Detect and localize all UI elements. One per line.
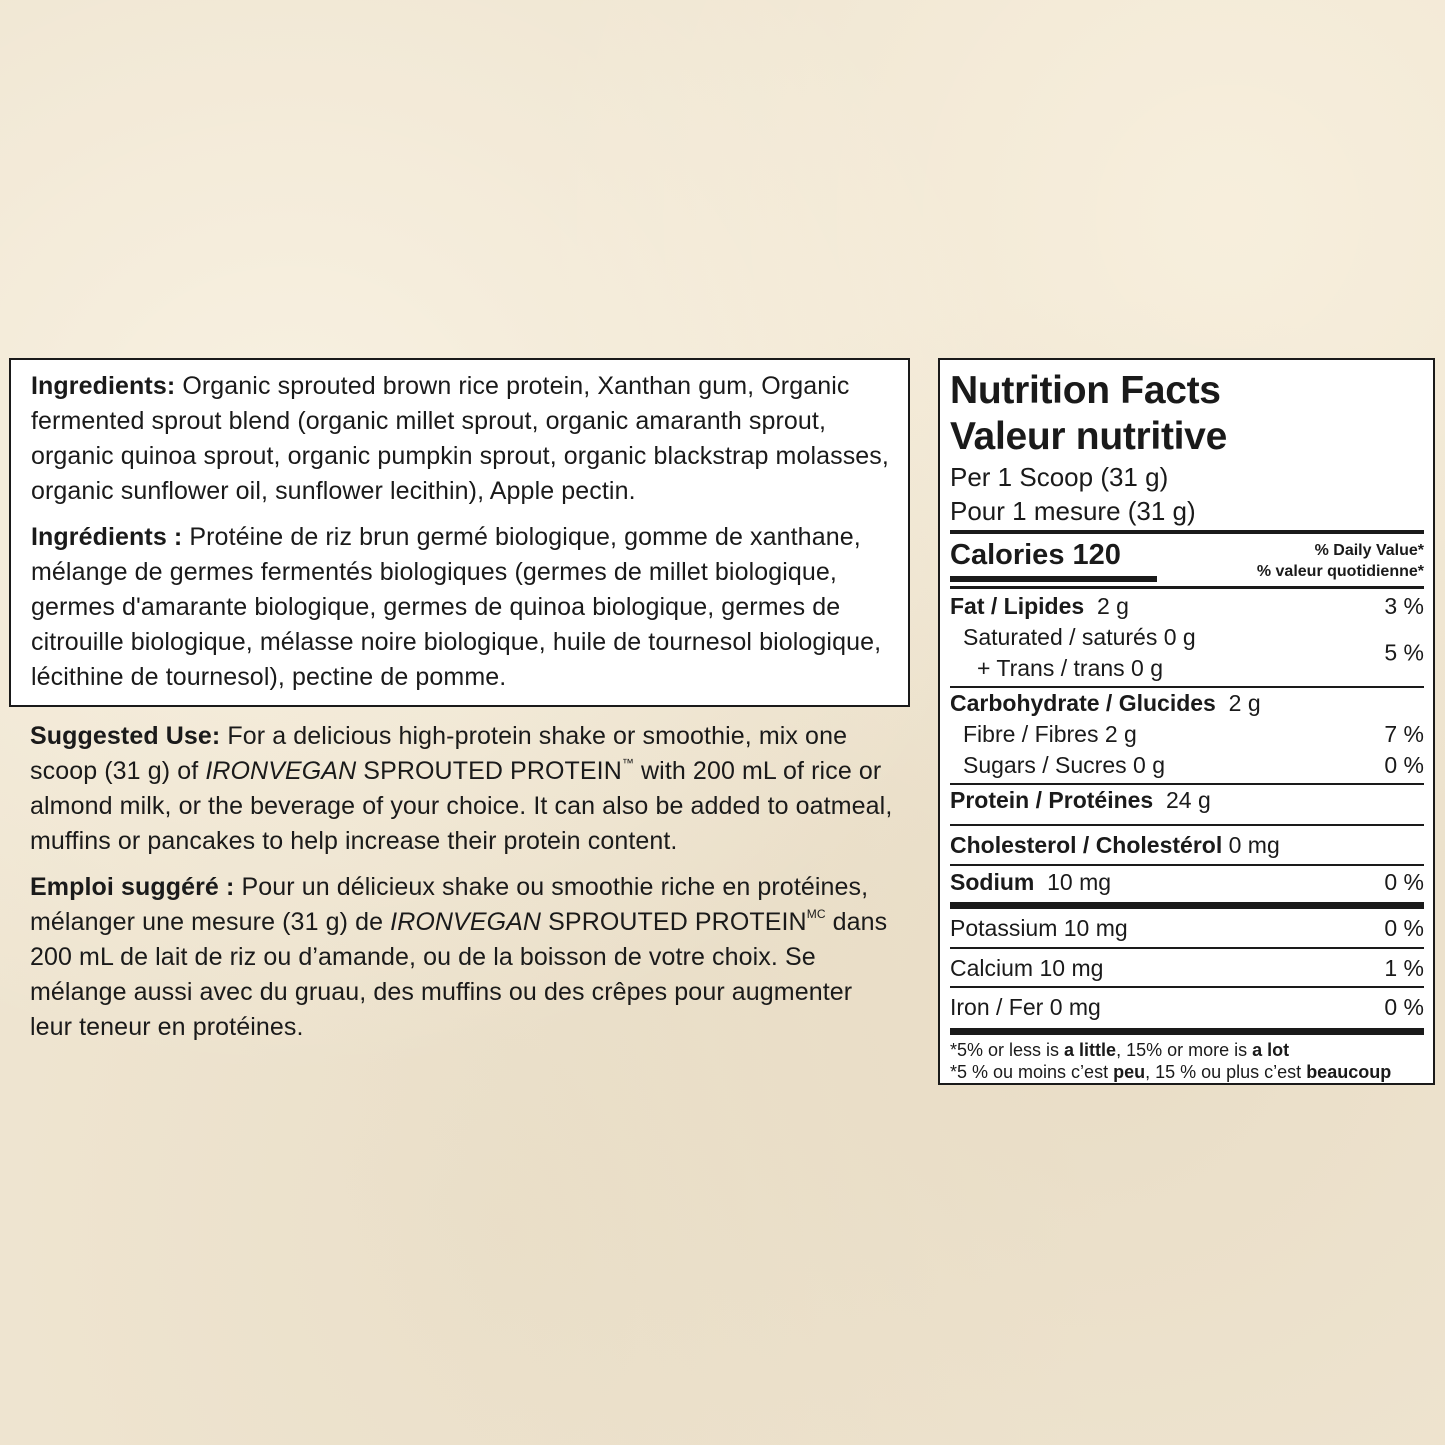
calcium-amount: 10 mg — [1039, 955, 1104, 981]
footnote — [950, 1039, 1424, 1083]
nutrition-title-en: Nutrition Facts — [950, 369, 1221, 412]
cholesterol-amount: 0 mg — [1228, 832, 1280, 858]
footnote-en-part: *5% or less is — [950, 1040, 1065, 1060]
suggested-use-french — [30, 870, 900, 1045]
daily-value-header — [1257, 540, 1424, 582]
cholesterol-label: Cholesterol / Cholestérol — [950, 832, 1223, 858]
fat-row — [950, 591, 1424, 622]
trans-label: + Trans / trans — [977, 655, 1125, 681]
sodium-amount: 10 mg — [1047, 869, 1112, 895]
potassium-dv: 0 % — [1384, 915, 1424, 941]
calcium-label: Calcium — [950, 955, 1034, 981]
daily-value-header-en: % Daily Value* — [1314, 542, 1424, 559]
daily-value-header-fr: % valeur quotidienne* — [1256, 563, 1424, 580]
iron-amount: 0 mg — [1049, 994, 1101, 1020]
suggested-use-section — [30, 719, 900, 1045]
potassium-amount: 10 mg — [1063, 915, 1128, 941]
ingredients-panel — [9, 358, 910, 707]
suggested-use-text-en-2: with 200 mL of rice or almond milk, or the beverage of your choice. It can also be added to oatmeal, muffins or pancakes to help increase their protein content. — [30, 757, 893, 855]
trans-amount: 0 g — [1131, 655, 1164, 681]
potassium-row — [950, 909, 1424, 947]
brand-name-fr: IRONVEGAN — [390, 908, 542, 936]
trademark-mark-fr: MC — [806, 907, 826, 921]
footnote-fr-emphasis: peu — [1113, 1062, 1146, 1082]
fibre-amount: 2 g — [1104, 721, 1137, 747]
ingredients-english — [31, 369, 898, 509]
iron-label: Iron / Fer — [950, 994, 1044, 1020]
sugars-label: Sugars / Sucres — [963, 752, 1127, 778]
calories-row — [950, 534, 1424, 582]
sugars-amount: 0 g — [1133, 752, 1166, 778]
nutrition-facts-table — [938, 358, 1435, 1085]
suggested-use-english — [30, 719, 900, 859]
saturated-row — [950, 622, 1424, 653]
suggested-use-label-en: Suggested Use: — [30, 722, 221, 750]
protein-label: Protein / Protéines — [950, 787, 1154, 813]
sodium-label: Sodium — [950, 869, 1035, 895]
ingredients-text-en: Organic sprouted brown rice protein, Xanthan gum, Organic fermented sprout blend (organic millet sprout, organic amaranth sprout, organic quinoa sprout, organic pumpkin sprout, organic blackstrap molasses, organic sunflower oil, sunflower lecithin), Apple pectin. — [31, 372, 889, 505]
footnote-fr — [950, 1061, 1424, 1083]
calories-value: 120 — [1072, 539, 1121, 571]
protein-amount: 24 g — [1166, 787, 1211, 813]
calcium-dv: 1 % — [1384, 955, 1424, 981]
ingredients-label-fr: Ingrédients : — [31, 523, 183, 551]
suggested-use-text-fr-2: dans 200 mL de lait de riz ou d’amande, ou de la boisson de votre choix. Se mélange aussi avec du gruau, des muffins ou des crêpes pour augmenter leur teneur en protéines. — [30, 908, 888, 1041]
saturated-label: Saturated / saturés — [963, 624, 1158, 650]
potassium-label: Potassium — [950, 915, 1058, 941]
product-name-fr: SPROUTED PROTEIN — [548, 908, 807, 936]
sodium-row — [950, 866, 1424, 898]
footnote-en-emphasis: a lot — [1252, 1040, 1290, 1060]
suggested-use-text-en-1: For a delicious high-protein shake or smoothie, mix one scoop (31 g) of — [30, 722, 848, 785]
ingredients-french — [31, 520, 898, 695]
footnote-en-emphasis: a little — [1064, 1040, 1117, 1060]
serving-size-en: Per 1 Scoop (31 g) — [950, 462, 1169, 492]
divider-heavy — [950, 1028, 1424, 1035]
footnote-en — [950, 1039, 1424, 1061]
carbohydrate-amount: 2 g — [1228, 690, 1261, 716]
calories-underline — [950, 576, 1157, 582]
saturated-amount: 0 g — [1163, 624, 1196, 650]
fibre-dv: 7 % — [1384, 721, 1424, 747]
saturated-trans-group — [950, 622, 1424, 684]
product-name-en: SPROUTED PROTEIN — [363, 757, 622, 785]
serving-size-fr: Pour 1 mesure (31 g) — [950, 496, 1196, 526]
footnote-en-part: , 15% or more is — [1116, 1040, 1253, 1060]
iron-row — [950, 988, 1424, 1028]
ingredients-text-fr: Protéine de riz brun germé biologique, gomme de xanthane, mélange de germes fermentés biologiques (germes de millet biologique, germes d'amarante biologique, germes de quinoa biologique, germes de citrouille biologique, mélasse noire biologique, huile de tournesol biologique, lécithine de tournesol), pectine de pomme. — [31, 523, 882, 691]
carbohydrate-label: Carbohydrate / Glucides — [950, 690, 1216, 716]
brand-name-en: IRONVEGAN — [205, 757, 357, 785]
calcium-row — [950, 949, 1424, 986]
footnote-fr-emphasis: beaucoup — [1306, 1062, 1392, 1082]
footnote-fr-part: *5 % ou moins c’est — [950, 1062, 1114, 1082]
sugars-dv: 0 % — [1384, 752, 1424, 778]
saturated-trans-dv: 5 % — [1384, 639, 1424, 666]
trans-row — [950, 653, 1424, 684]
nutrition-title-fr: Valeur nutritive — [950, 415, 1227, 458]
calories-text — [950, 539, 1121, 572]
footnote-fr-part: , 15 % ou plus c’est — [1145, 1062, 1307, 1082]
fibre-row — [950, 719, 1424, 750]
divider-medium — [950, 586, 1424, 589]
suggested-use-text-fr-1: Pour un délicieux shake ou smoothie riche en protéines, mélanger une mesure (31 g) de — [30, 873, 869, 936]
fat-dv: 3 % — [1384, 593, 1424, 619]
sugars-row — [950, 750, 1424, 781]
trademark-mark-en: ™ — [621, 756, 634, 770]
calories-label: Calories — [950, 539, 1065, 571]
divider-heavy — [950, 902, 1424, 909]
fibre-label: Fibre / Fibres — [963, 721, 1099, 747]
cholesterol-row — [950, 826, 1424, 861]
iron-dv: 0 % — [1384, 994, 1424, 1020]
fat-amount: 2 g — [1096, 593, 1129, 619]
carbohydrate-row — [950, 688, 1424, 719]
ingredients-label-en: Ingredients: — [31, 372, 176, 400]
fat-label: Fat / Lipides — [950, 593, 1085, 619]
protein-row — [950, 785, 1424, 816]
sodium-dv: 0 % — [1384, 869, 1424, 895]
suggested-use-label-fr: Emploi suggéré : — [30, 873, 235, 901]
